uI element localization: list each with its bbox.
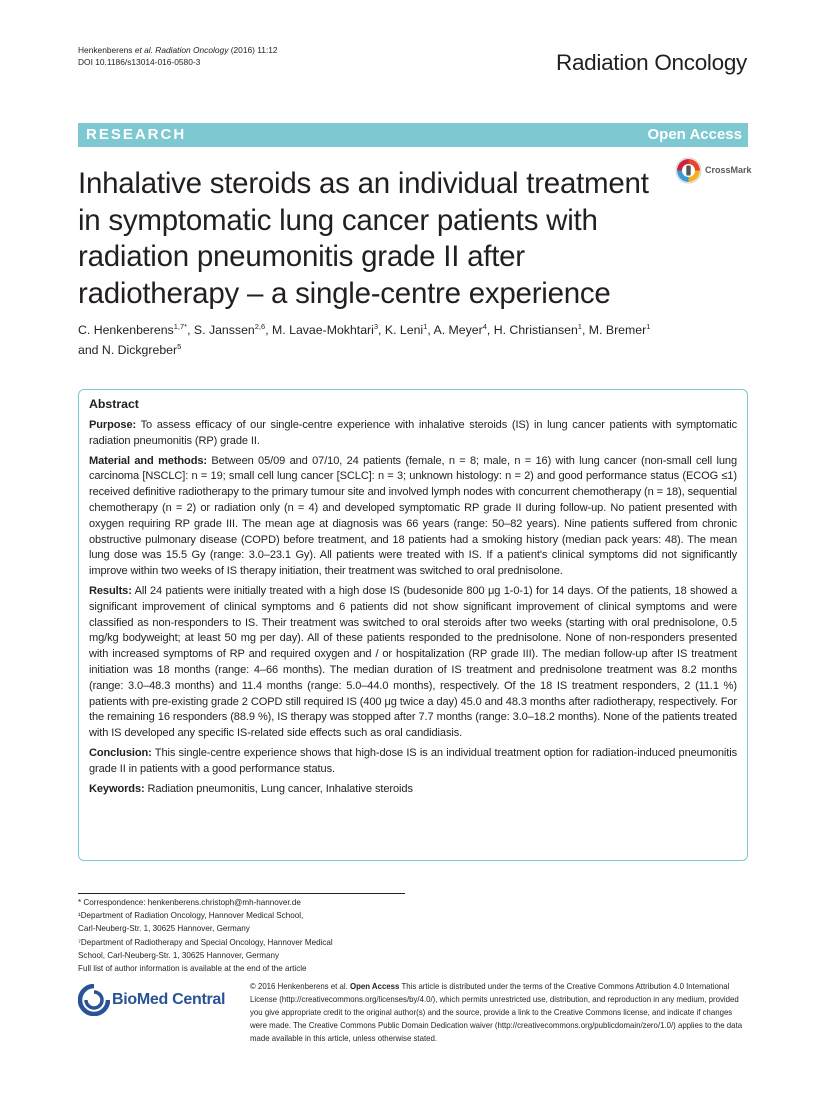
author-name: M. Lavae-Mokhtari	[272, 323, 374, 337]
author-affiliation: 4	[482, 321, 487, 331]
author-name: H. Christiansen	[493, 323, 578, 337]
citation-journal: et al. Radiation Oncology	[134, 45, 229, 55]
journal-name: Radiation Oncology	[556, 50, 747, 75]
biomed-central-logo[interactable]	[78, 984, 238, 1020]
author-affiliation: 1	[646, 321, 651, 331]
author-separator: ,	[427, 323, 434, 337]
abstract-keywords	[89, 782, 737, 798]
conclusion-text: This single-centre experience shows that high-dose IS is an individual treatment option for radiation-induced pneumonitis grade II in patients with a good performance status.	[89, 746, 737, 775]
author[interactable]	[434, 323, 494, 337]
author-name: M. Bremer	[588, 323, 647, 337]
author-separator: ,	[378, 323, 385, 337]
section-label: RESEARCH	[86, 126, 187, 143]
purpose-text: To assess efficacy of our single-centre experience with inhalative steroids (IS) in lung cancer patients with symptomatic radiation pneumonitis (RP) grade II.	[89, 419, 737, 447]
doi: DOI 10.1186/s13014-016-0580-3	[78, 57, 201, 67]
abstract-conclusion	[89, 746, 737, 778]
author[interactable]	[385, 323, 434, 337]
open-access-label: Open Access	[647, 126, 742, 143]
crossmark-label: CrossMark	[705, 165, 752, 175]
keywords-text: Radiation pneumonitis, Lung cancer, Inhalative steroids	[144, 782, 413, 795]
methods-label: Material and methods:	[89, 454, 207, 467]
title-line: radiotherapy – a single-centre experience	[78, 276, 611, 310]
keywords-label: Keywords:	[89, 782, 145, 795]
citation-line	[78, 44, 278, 56]
author-name: S. Janssen	[193, 323, 255, 337]
footnotes	[78, 896, 418, 975]
author-name: and N. Dickgreber	[78, 343, 178, 357]
author-name: C. Henkenberens	[78, 323, 174, 337]
open-access-bold: Open Access	[349, 982, 400, 991]
abstract-methods	[89, 454, 737, 580]
author-affiliation: 1	[577, 321, 582, 331]
author-separator: ,	[265, 323, 273, 337]
author-separator: ,	[581, 323, 589, 337]
citation-authors: Henkenberens	[78, 45, 135, 55]
author[interactable]	[272, 323, 385, 337]
article-type-banner	[78, 123, 748, 147]
author-affiliation: 3	[373, 321, 379, 331]
abstract-box	[78, 389, 748, 861]
results-text: All 24 patients were initially treated with a high dose IS (budesonide 800 μg 1-0-1) for 14 days. Of the patients, 18 showed a significant improvement of clinical symptoms and 6 patients did not show significant improvement of clinical symptoms and were classified as non-responders to IS. Their treatment was switched to oral steroids after two weeks (starting with oral prednisolone, 0.5 mg/kg bodyweight; at least 50 mg per day). All of these patients responded to the prednisolone. None of non-responders presented with increased symptoms of RP and required oxygen and / or hospitalization (RP grade III). The median follow-up after IS treatment initiation was 18 months (range: 4–66 months). The median duration of IS treatment and prednisolone treatment was 8.2 months (range: 3.0–48.3 months) and 11.4 months (range: 5.0–44.0 months), respectively. Of the 18 IS treatment responders, 2 (11.1 %) patients with pre-existing grade 2 COPD still required IS (400 μg twice a day) 45.0 and 48.3 months after radiotherapy, respectively. For the remaining 16 responders (88.9 %), IS therapy was stopped after 7.7 months (range: 3.0–18.2 months). None of the patients treated with IS developed any specific IS-related side effects such as oral candidiasis.	[89, 584, 737, 740]
author[interactable]	[78, 323, 194, 337]
title-line: radiation pneumonitis grade II after	[78, 240, 525, 273]
purpose-label: Purpose:	[89, 419, 137, 431]
publisher-name: BioMed Central	[112, 991, 226, 1008]
results-label: Results:	[89, 584, 132, 597]
author[interactable]	[78, 343, 181, 357]
author-name: A. Meyer	[433, 323, 483, 337]
title-line: in symptomatic lung cancer patients with	[78, 203, 598, 237]
author-separator: ,	[486, 323, 494, 337]
citation-header	[78, 44, 278, 68]
author-name: K. Leni	[384, 323, 424, 337]
abstract-purpose	[89, 418, 737, 450]
abstract-results	[89, 584, 737, 742]
copyright-lead: © 2016 Henkenberens et al.	[250, 982, 350, 991]
crossmark-icon	[675, 157, 702, 189]
affiliation-line: Carl-Neuberg-Str. 1, 30625 Hannover, Germany	[78, 924, 250, 934]
methods-text: Between 05/09 and 07/10, 24 patients (female, n = 8; male, n = 16) with lung cancer (non-small cell lung carcinoma [NSCLC]: n = 19; small cell lung cancer [SCLC]: n = 3; unknown histology: n = 2) and good performance status (ECOG ≤1) received definitive radiotherapy to the primary tumour site and involved lymph nodes with concurrent chemotherapy (n = 18), sequential chemotherapy (n = 2) or radiation only (n = 4) and developed symptomatic RP grade II during follow-up. No patient presented with oxygen requiring RP grade III. The mean age at diagnosis was 66 years (range: 50–82 years). Nine patients suffered from chronic obstructive pulmonary disease (COPD) before treatment, and 18 patients had a smoking history (median pack years: 48). The mean lung dose was 15.5 Gy (range: 3.0–23.1 Gy). All patients were treated with IS. If a patient's clinical symptoms did not significantly improve within two weeks of IS therapy initiation, their treatment was switched to oral prednisolone.	[89, 454, 737, 578]
affiliation-line: ¹Department of Radiation Oncology, Hannover Medical School,	[78, 911, 304, 921]
article-title	[78, 166, 678, 312]
author-affiliation: 1,7*	[173, 321, 188, 331]
biomed-central-icon	[78, 984, 110, 1016]
correspondence-line[interactable]: * Correspondence: henkenberens.christoph@mh-hannover.de	[78, 898, 301, 907]
crossmark-badge[interactable]	[675, 157, 755, 185]
author-list	[78, 320, 748, 360]
author-info-note: Full list of author information is available at the end of the article	[78, 964, 307, 974]
author[interactable]	[589, 323, 651, 337]
affiliation-line: School, Carl-Neuberg-Str. 1, 30625 Hannover, Germany	[78, 950, 280, 960]
affiliation-line: ⁷Department of Radiotherapy and Special Oncology, Hannover Medical	[78, 937, 333, 947]
author-affiliation: 2,6	[254, 321, 266, 331]
abstract-heading: Abstract	[89, 397, 139, 411]
license-text: This article is distributed under the terms of the Creative Commons Attribution 4.0 International License (http://creativecommons.org/licenses/by/4.0/), which permits unrestricted use, distribution, and reproduction in any medium, provided you give appropriate credit to the original author(s) and the source, provide a link to the Creative Commons license, and indicate if changes were made. The Creative Commons Public Domain Dedication waiver (http://creativecommons.org/publicdomain/zero/1.0/) applies to the data made available in this article, unless otherwise stated.	[250, 982, 743, 1043]
title-line: Inhalative steroids as an individual treatment	[78, 167, 649, 200]
author-affiliation: 1	[423, 321, 428, 331]
author[interactable]	[494, 323, 589, 337]
author-separator: ,	[187, 323, 194, 337]
author[interactable]	[194, 323, 272, 337]
footnote-divider	[78, 893, 405, 894]
author-affiliation: 5	[177, 341, 182, 351]
license-statement	[250, 980, 750, 1045]
citation-year-volume: (2016) 11:12	[228, 45, 278, 55]
conclusion-label: Conclusion:	[89, 746, 152, 759]
